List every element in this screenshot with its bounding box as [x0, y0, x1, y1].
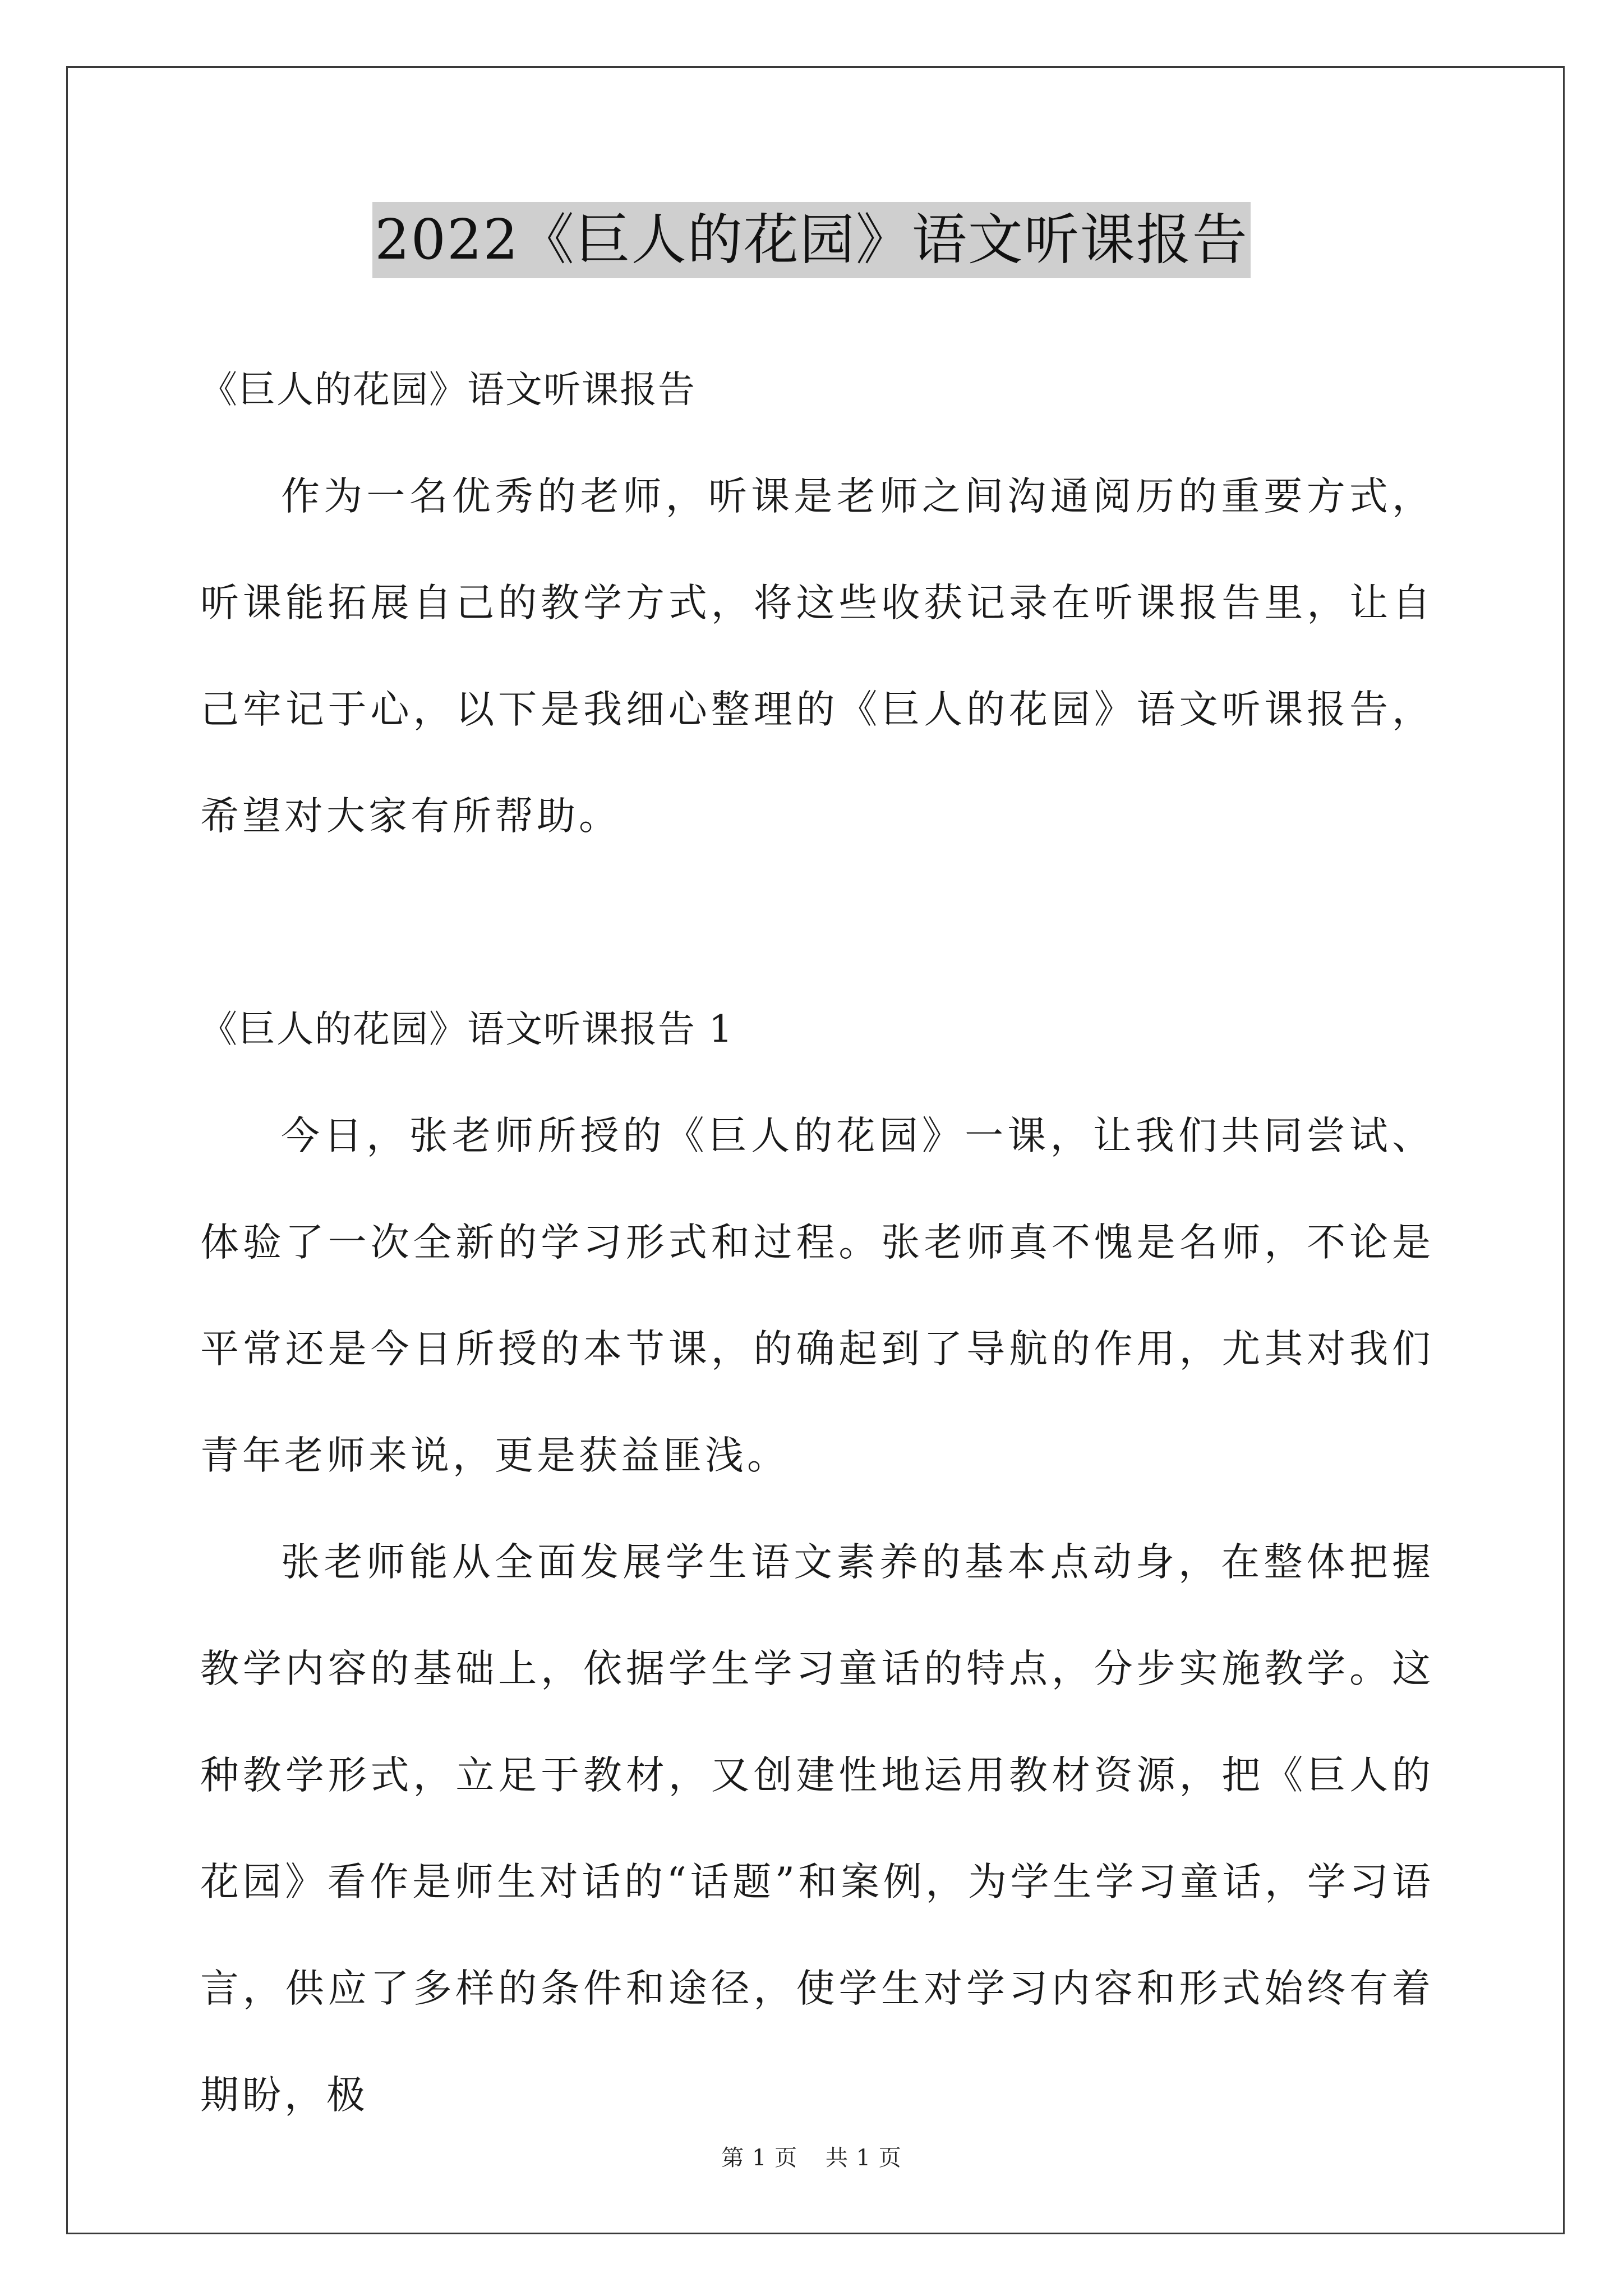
document-subtitle: 《巨人的花园》语文听课报告	[200, 368, 696, 411]
spacer	[200, 869, 1434, 976]
section-heading: 《巨人的花园》语文听课报告 1	[200, 1007, 734, 1051]
document-title: 2022《巨人的花园》语文听课报告	[372, 202, 1250, 278]
title-container	[0, 202, 1623, 278]
document-body	[200, 337, 1434, 2148]
paragraph-2: 张老师能从全面发展学生语文素养的基本点动身，在整体把握教学内容的基础上，依据学生学习童话的特点，分步实施教学。这种教学形式，立足于教材，又创建性地运用教材资源，把《巨人的花园》看作是师生对话的“话题”和案例，为学生学习童话，学习语言，供应了多样的条件和途径，使学生对学习内容和形式始终有着期盼，极	[200, 1540, 1434, 2118]
page-total: 共 1 页	[825, 2145, 902, 2171]
page-number: 第 1 页	[721, 2145, 798, 2171]
paragraph-1: 今日，张老师所授的《巨人的花园》一课，让我们共同尝试、体验了一次全新的学习形式和过程。张老师真不愧是名师，不论是平常还是今日所授的本节课，的确起到了导航的作用，尤其对我们青年老师来说，更是获益匪浅。	[200, 1114, 1434, 1478]
intro-paragraph: 作为一名优秀的老师，听课是老师之间沟通阅历的重要方式，听课能拓展自己的教学方式，将这些收获记录在听课报告里，让自己牢记于心，以下是我细心整理的《巨人的花园》语文听课报告，希望对大家有所帮助。	[200, 474, 1434, 839]
page-footer	[0, 2140, 1623, 2172]
